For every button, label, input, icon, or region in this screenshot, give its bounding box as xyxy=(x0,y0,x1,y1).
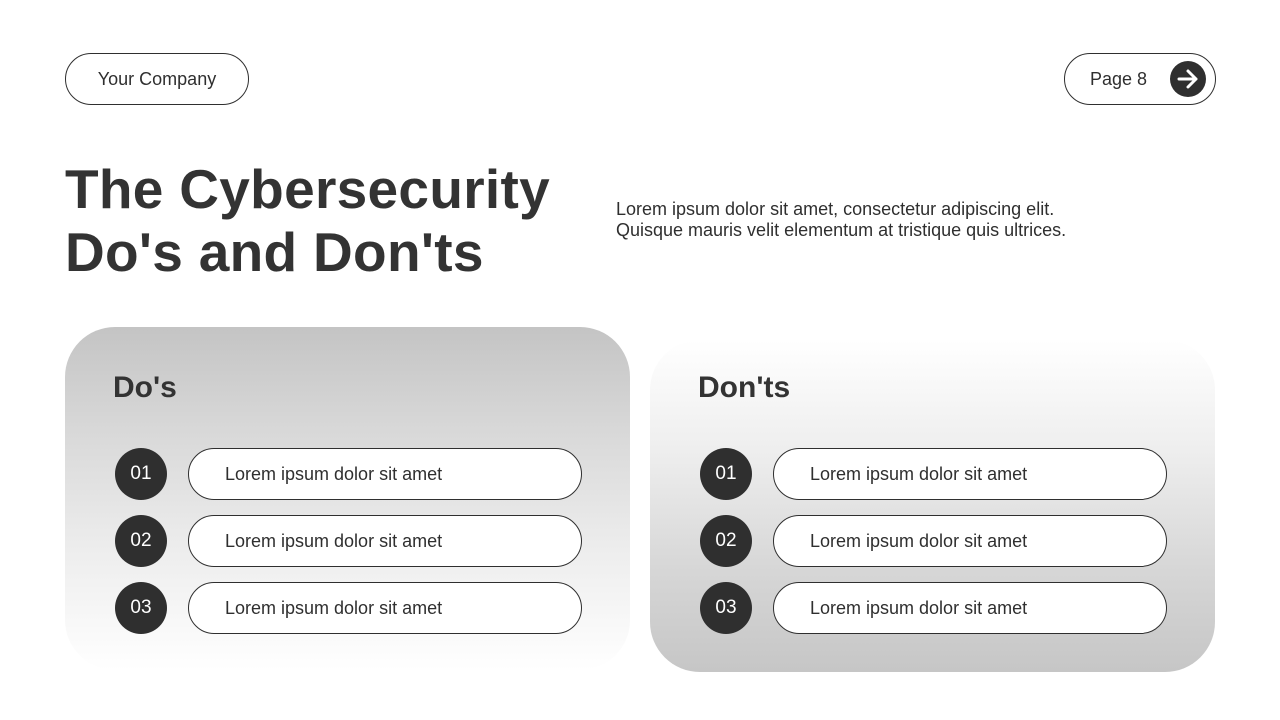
company-name: Your Company xyxy=(97,68,217,89)
title-line-1: The Cybersecurity xyxy=(65,158,551,220)
item-number: 01 xyxy=(700,448,752,500)
item-text: Lorem ipsum dolor sit amet xyxy=(188,582,582,634)
title-line-2: Do's and Don'ts xyxy=(65,221,484,283)
company-badge xyxy=(65,53,249,105)
dos-card xyxy=(65,327,630,670)
item-number: 02 xyxy=(700,515,752,567)
item-number: 03 xyxy=(115,582,167,634)
page-label: Page 8 xyxy=(1090,68,1148,89)
donts-heading: Don'ts xyxy=(698,371,791,404)
donts-item xyxy=(700,582,1167,634)
donts-item xyxy=(700,448,1167,500)
intro-line-2: Quisque mauris velit elementum at tristique quis ultrices. xyxy=(616,220,1067,240)
dos-item xyxy=(115,515,582,567)
next-page-button[interactable] xyxy=(1170,61,1206,97)
intro-text xyxy=(616,199,1136,241)
page-title xyxy=(65,158,550,284)
intro-line-1: Lorem ipsum dolor sit amet, consectetur adipiscing elit. xyxy=(616,199,1055,219)
item-text: Lorem ipsum dolor sit amet xyxy=(773,582,1167,634)
donts-card xyxy=(650,340,1215,672)
item-number: 03 xyxy=(700,582,752,634)
dos-item xyxy=(115,582,582,634)
donts-item xyxy=(700,515,1167,567)
item-text: Lorem ipsum dolor sit amet xyxy=(188,448,582,500)
page-indicator xyxy=(1064,53,1216,105)
dos-item xyxy=(115,448,582,500)
item-number: 01 xyxy=(115,448,167,500)
arrow-right-icon xyxy=(1175,66,1201,92)
item-text: Lorem ipsum dolor sit amet xyxy=(773,515,1167,567)
item-text: Lorem ipsum dolor sit amet xyxy=(188,515,582,567)
item-number: 02 xyxy=(115,515,167,567)
item-text: Lorem ipsum dolor sit amet xyxy=(773,448,1167,500)
dos-heading: Do's xyxy=(113,371,177,404)
